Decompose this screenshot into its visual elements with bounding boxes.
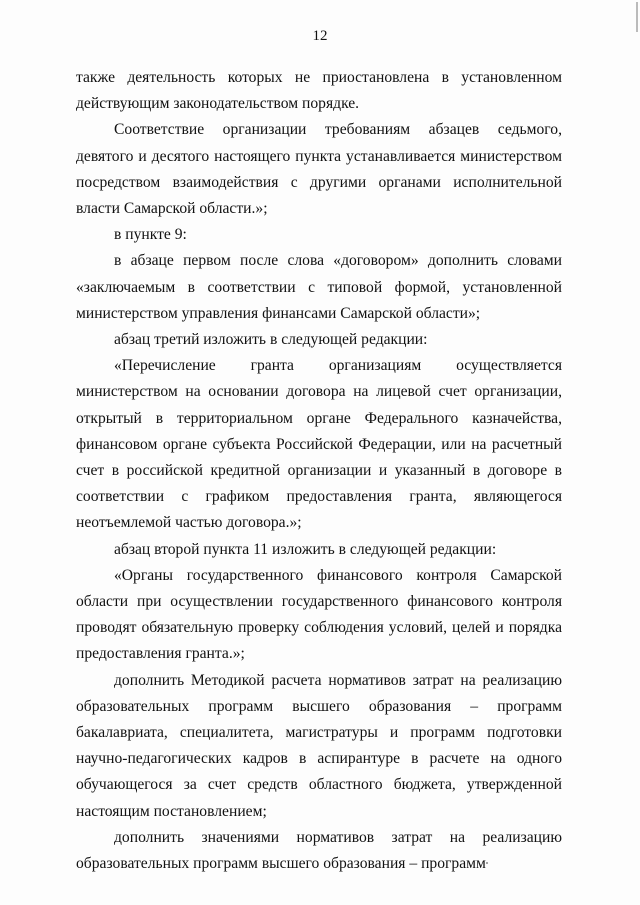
scan-edge-mark xyxy=(636,2,638,32)
paragraph-continuation: также деятельность которых не приостановлена в установленном действующим законодательством порядке. xyxy=(76,69,562,113)
page-number: 12 xyxy=(312,28,328,44)
paragraph-grant-transfer: «Перечисление гранта организациям осуществляется министерством на основании договора на лицевой счет организации, открытый в территориальном органе Федерального казначейства, финансовом органе субъекта Российской Федерации, или на расчетный счет в российской кредитной организации и указанный в договоре в соответствии с графиком предоставления гранта, являющегося неотъемлемой частью договора.»; xyxy=(76,357,562,532)
paragraph-norm-values: дополнить значениями нормативов затрат на реализацию образовательных программ высшего образования – программ xyxy=(76,828,562,873)
paragraph-point-11: абзац второй пункта 11 изложить в следующей редакции: xyxy=(114,540,497,558)
paragraph-control-bodies: «Органы государственного финансового контроля Самарской области при осуществлении государственного финансового контроля проводят обязательную проверку соблюдения условий, целей и порядка предоставления гранта.»; xyxy=(76,566,562,663)
paragraph-point-9: в пункте 9: xyxy=(114,226,187,244)
paragraph-compliance: Соответствие организации требованиям абзацев седьмого, девятого и десятого настоящего пункта устанавливается министерством посредством взаимодействия с другими органами исполнительной власти Самарской области.»; xyxy=(76,121,562,218)
paragraph-first-abzats: в абзаце первом после слова «договором» дополнить словами «заключаемым в соответствии с типовой формой, установленной министерством управления финансами Самарской области»; xyxy=(76,252,562,322)
paragraph-methodology: дополнить Методикой расчета нормативов затрат на реализацию образовательных программ высшего образования – программ бакалавриата, специалитета, магистратуры и программ подготовки научно-педагогических кадров в аспирантуре в расчете на одного обучающегося за счет средств областного бюджета, утвержденной настоящим постановлением; xyxy=(76,671,562,820)
document-body xyxy=(76,65,562,877)
scan-speck xyxy=(486,862,488,864)
paragraph-third-abzats: абзац третий изложить в следующей редакции: xyxy=(114,331,428,349)
